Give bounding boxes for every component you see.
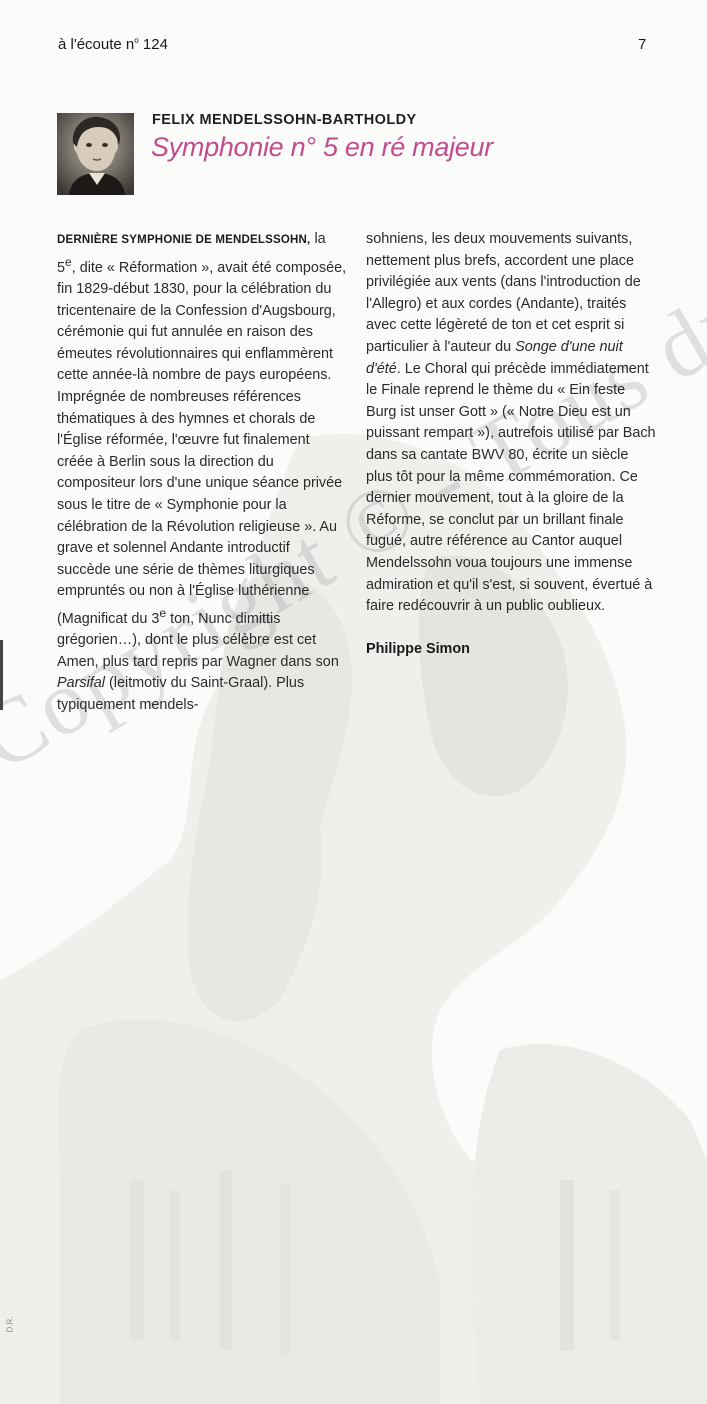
magazine-name: à l'écoute n [58,36,135,53]
magazine-issue-header [58,36,168,53]
text-run: (leitmotiv du Saint-Graal). Plus typiquement mendels- [57,675,305,714]
text-run: sohniens, les deux mouvements suivants, nettement plus brefs, accordent une place privilégiée aux vents (dans l'introduction de l'Allegro) et aux cordes (Andante), traités avec cette légèreté de ton et cet esprit si particulier à l'auteur du [366,231,641,355]
article-column-left [57,229,347,717]
photo-credit: D.R. [5,1316,15,1333]
work-reference-songe: Songe d'une nuit d'été [366,338,623,377]
composer-portrait-icon [57,113,134,195]
work-reference-parsifal: Parsifal [57,675,105,692]
number-superscript: o [134,36,139,45]
ordinal-superscript: e [159,605,167,620]
article-paragraph [366,229,656,618]
text-run: , dite « Réformation », avait été composée, fin 1829-début 1830, pour la célébration du tricentenaire de la Confession d'Augsbourg, cérémonie qui fut annulée en raison des émeutes révolutionnaires qui enflammèrent cette année-là nombre de pays européens. Imprégnée de nombreuses références thématiques à des hymnes et chorals de l'Église réformée, l'œuvre fut finalement créée à Berlin sous la direction du compositeur lors d'une unique séance privée sous le titre de « Symphonie pour la célébration de la Révolution religieuse ». Au grave et solennel Andante introductif succède une série de thèmes liturgiques empruntés ou non à l'Église luthérienne (Magnificat du 3 [57,259,347,627]
lead-in: DERNIÈRE SYMPHONIE DE MENDELSSOHN, [57,234,311,246]
work-title: Symphonie n° 5 en ré majeur [151,132,493,162]
article-column-right [366,229,656,660]
ordinal-superscript: e [65,254,72,269]
page-number: 7 [638,36,647,53]
issue-number: 124 [138,36,168,53]
article-paragraph [57,229,347,717]
text-run: ton, Nunc dimittis grégorien…), dont le plus célèbre est cet Amen, plus tard repris par Wagner dans son [57,610,339,670]
page-edge-mark [0,640,3,710]
text-run: la 5 [57,231,326,276]
text-run: . Le Choral qui précède immédiatement le Finale reprend le thème du « Ein feste Burg ist unser Gott » (« Notre Dieu est un puissant rempart »), autrefois utilisé par Bach dans sa cantate BWV 80, écrite un siècle plus tôt pour la même commémoration. Ce dernier mouvement, tout à la gloire de la Réforme, se conclut par un brillant finale fugué, autre référence au Cantor auquel Mendelssohn voua toujours une immense admiration et qu'il s'est, si souvent, évertué à faire redécouvrir à un public oublieux. [366,360,656,615]
composer-name: FELIX MENDELSSOHN-BARTHOLDY [152,112,417,128]
author-signature: Philippe Simon [366,640,470,657]
